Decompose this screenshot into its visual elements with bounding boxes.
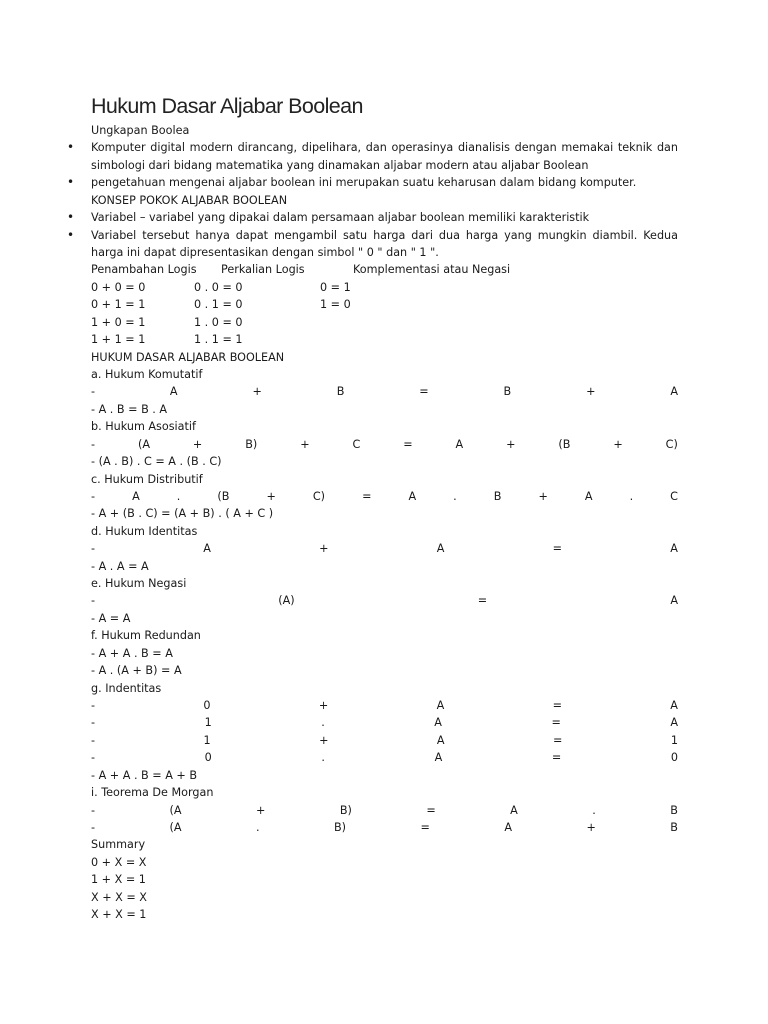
bullet-item xyxy=(67,227,678,262)
law-title: f. Hukum Redundan xyxy=(91,629,201,643)
law-title: i. Teorema De Morgan xyxy=(91,786,214,800)
eq-token: B xyxy=(670,820,678,834)
eq-token: + xyxy=(319,542,329,556)
eq-token: = xyxy=(551,751,562,765)
law-title: a. Hukum Komutatif xyxy=(91,368,203,381)
section-heading-konsep: KONSEP POKOK ALJABAR BOOLEAN xyxy=(91,193,288,207)
eq-token: 0 xyxy=(204,751,212,765)
law-equation-row xyxy=(91,383,678,400)
eq-token: - xyxy=(91,716,96,730)
ops-row xyxy=(91,331,678,348)
eq-token: = xyxy=(426,803,436,817)
eq-token: A xyxy=(436,699,445,713)
eq-token: - xyxy=(91,542,96,556)
eq-token: + xyxy=(538,489,548,503)
eq-token: A xyxy=(436,733,445,747)
summary-item: X + X = X xyxy=(91,890,147,904)
eq-token: C xyxy=(670,489,678,503)
eq-token: 0 xyxy=(203,699,211,713)
eq-token: (B xyxy=(558,437,571,451)
eq-token: = xyxy=(362,489,372,503)
ops-header: Perkalian Logis xyxy=(221,263,305,277)
eq-token: (B xyxy=(217,489,230,503)
law-equation-row xyxy=(91,697,678,714)
eq-token: = xyxy=(551,716,561,730)
eq-token: A xyxy=(408,489,417,503)
eq-token: + xyxy=(319,733,329,747)
law-equation-row xyxy=(91,802,678,819)
eq-token: + xyxy=(255,803,266,817)
summary-item: 0 + X = X xyxy=(91,855,147,869)
law-equation: - A . A = A xyxy=(91,559,149,573)
eq-token: A xyxy=(132,489,140,503)
ops-cell: 0 + 0 = 0 xyxy=(91,280,146,294)
subtitle: Ungkapan Boolea xyxy=(91,124,190,137)
eq-token: (A xyxy=(169,803,182,817)
ops-header: Komplementasi atau Negasi xyxy=(353,263,511,277)
eq-token: - xyxy=(91,733,96,747)
eq-token: . xyxy=(255,820,260,834)
ops-header-row xyxy=(91,261,678,278)
eq-token: A xyxy=(504,820,512,834)
eq-token: + xyxy=(192,437,203,451)
eq-token: . xyxy=(321,716,325,730)
eq-token: . xyxy=(176,489,181,503)
eq-token: B xyxy=(336,385,345,399)
eq-token: + xyxy=(586,385,596,399)
eq-token: . xyxy=(629,489,634,503)
eq-token: . xyxy=(592,803,596,817)
bullet-icon: • xyxy=(67,140,75,155)
ops-cell: 0 . 1 = 0 xyxy=(194,298,243,312)
eq-token: (A xyxy=(137,437,150,451)
eq-token: B) xyxy=(245,437,258,451)
summary-heading: Summary xyxy=(91,838,146,852)
eq-token: C) xyxy=(665,437,678,451)
bullet-text: pengetahuan mengenai aljabar boolean ini merupakan suatu keharusan dalam bidang komputer. xyxy=(91,176,637,190)
law-equation-row xyxy=(91,819,678,836)
law-equation: - A . (A + B) = A xyxy=(91,664,182,678)
document xyxy=(67,92,678,924)
eq-token: = xyxy=(403,437,413,451)
eq-token: 1 xyxy=(203,733,211,747)
law-title: b. Hukum Asosiatif xyxy=(91,420,196,434)
law-equation-row xyxy=(91,714,678,731)
eq-token: A xyxy=(169,385,178,399)
eq-token: B xyxy=(670,803,678,817)
summary-item: 1 + X = 1 xyxy=(91,873,146,887)
bullet-item xyxy=(67,174,678,191)
eq-token: - xyxy=(91,751,96,765)
eq-token: A xyxy=(670,716,678,730)
eq-token: - xyxy=(91,803,96,817)
law-equation-row xyxy=(91,488,678,505)
eq-token: A xyxy=(670,699,678,713)
eq-token: B) xyxy=(339,803,352,817)
eq-token: + xyxy=(318,699,329,713)
page-title: Hukum Dasar Aljabar Boolean xyxy=(91,94,363,118)
ops-cell: 1 + 1 = 1 xyxy=(91,333,146,347)
law-equation-row xyxy=(91,592,678,609)
law-equation-row xyxy=(91,749,678,766)
bullet-text: Variabel – variabel yang dipakai dalam persamaan aljabar boolean memiliki karakteristik xyxy=(91,211,590,225)
eq-token: - xyxy=(91,699,96,713)
law-equation: - A + (B . C) = (A + B) . ( A + C ) xyxy=(91,507,274,521)
ops-cell: 0 . 0 = 0 xyxy=(194,280,243,294)
law-title: g. Indentitas xyxy=(91,681,162,695)
ops-cell: 1 . 0 = 0 xyxy=(194,315,243,329)
law-equation: - A = A xyxy=(91,611,131,625)
eq-token: + xyxy=(252,385,262,399)
eq-token: A xyxy=(584,489,593,503)
ops-cell: 1 + 0 = 1 xyxy=(91,315,146,329)
eq-token: + xyxy=(613,437,623,451)
bullet-text: Variabel tersebut hanya dapat mengambil satu harga dari dua harga yang mungkin diambil. Kedua harga ini dapat dipresentasikan dengan simbol " 0 " dan " 1 ". xyxy=(91,228,678,260)
eq-token: B) xyxy=(334,820,347,834)
eq-token: A xyxy=(434,751,443,765)
bullet-icon: • xyxy=(67,175,75,190)
law-equation-row xyxy=(91,436,678,453)
law-equation-row xyxy=(91,732,678,749)
eq-token: B xyxy=(493,489,502,503)
eq-token: A xyxy=(510,803,518,817)
eq-token: C xyxy=(352,437,361,451)
eq-token: . xyxy=(321,751,325,765)
bullet-item xyxy=(67,209,678,226)
bullet-icon: • xyxy=(67,227,75,242)
eq-token: = xyxy=(553,733,563,747)
eq-token: A xyxy=(670,542,678,556)
eq-token: A xyxy=(670,385,678,399)
bullet-item xyxy=(67,139,678,174)
law-title: d. Hukum Identitas xyxy=(91,524,198,538)
ops-cell: 1 = 0 xyxy=(320,298,351,312)
eq-token: A xyxy=(436,542,445,556)
eq-token: - xyxy=(91,489,96,503)
summary-item: X + X = 1 xyxy=(91,908,147,922)
eq-token: B xyxy=(503,385,512,399)
eq-token: = xyxy=(477,594,488,608)
eq-token: + xyxy=(266,489,276,503)
law-equation: - A + A . B = A xyxy=(91,646,173,660)
law-equation: - (A . B) . C = A . (B . C) xyxy=(91,455,222,469)
ops-header: Penambahan Logis xyxy=(91,263,197,277)
eq-token: . xyxy=(453,489,457,503)
eq-token: C) xyxy=(312,489,326,503)
eq-token: A xyxy=(434,716,442,730)
bullet-icon: • xyxy=(67,210,75,225)
section-heading-hukum: HUKUM DASAR ALJABAR BOOLEAN xyxy=(91,350,285,364)
eq-token: - xyxy=(91,820,96,834)
eq-token: - xyxy=(91,594,96,608)
eq-token: A xyxy=(455,437,464,451)
law-equation: - A . B = B . A xyxy=(91,402,168,416)
ops-row xyxy=(91,279,678,296)
eq-token: = xyxy=(552,542,563,556)
eq-token: = xyxy=(420,820,430,834)
eq-token: - xyxy=(91,437,96,451)
eq-token: A xyxy=(670,594,678,608)
law-title: e. Hukum Negasi xyxy=(91,577,187,591)
eq-token: A xyxy=(203,542,211,556)
eq-token: (A) xyxy=(278,594,295,608)
eq-token: 1 xyxy=(670,733,678,747)
ops-row xyxy=(91,296,678,313)
ops-cell: 0 + 1 = 1 xyxy=(91,298,146,312)
eq-token: + xyxy=(586,820,596,834)
ops-cell: 1 . 1 = 1 xyxy=(194,333,243,347)
ops-row xyxy=(91,314,678,331)
law-equation-row xyxy=(91,540,678,557)
eq-token: = xyxy=(419,385,429,399)
eq-token: (A xyxy=(169,820,182,834)
bullet-text: Komputer digital modern dirancang, dipelihara, dan operasinya dianalisis dengan memakai teknik dan simbologi dari bidang matematika yang dinamakan aljabar modern atau aljabar Boolean xyxy=(91,141,678,172)
eq-token: + xyxy=(506,437,516,451)
law-title: c. Hukum Distributif xyxy=(91,472,203,486)
eq-token: + xyxy=(300,437,310,451)
law-equation: - A + A . B = A + B xyxy=(91,768,198,782)
eq-token: - xyxy=(91,385,96,399)
ops-cell: 0 = 1 xyxy=(320,280,351,294)
eq-token: = xyxy=(552,699,562,713)
eq-token: 1 xyxy=(204,716,212,730)
eq-token: 0 xyxy=(670,751,678,765)
